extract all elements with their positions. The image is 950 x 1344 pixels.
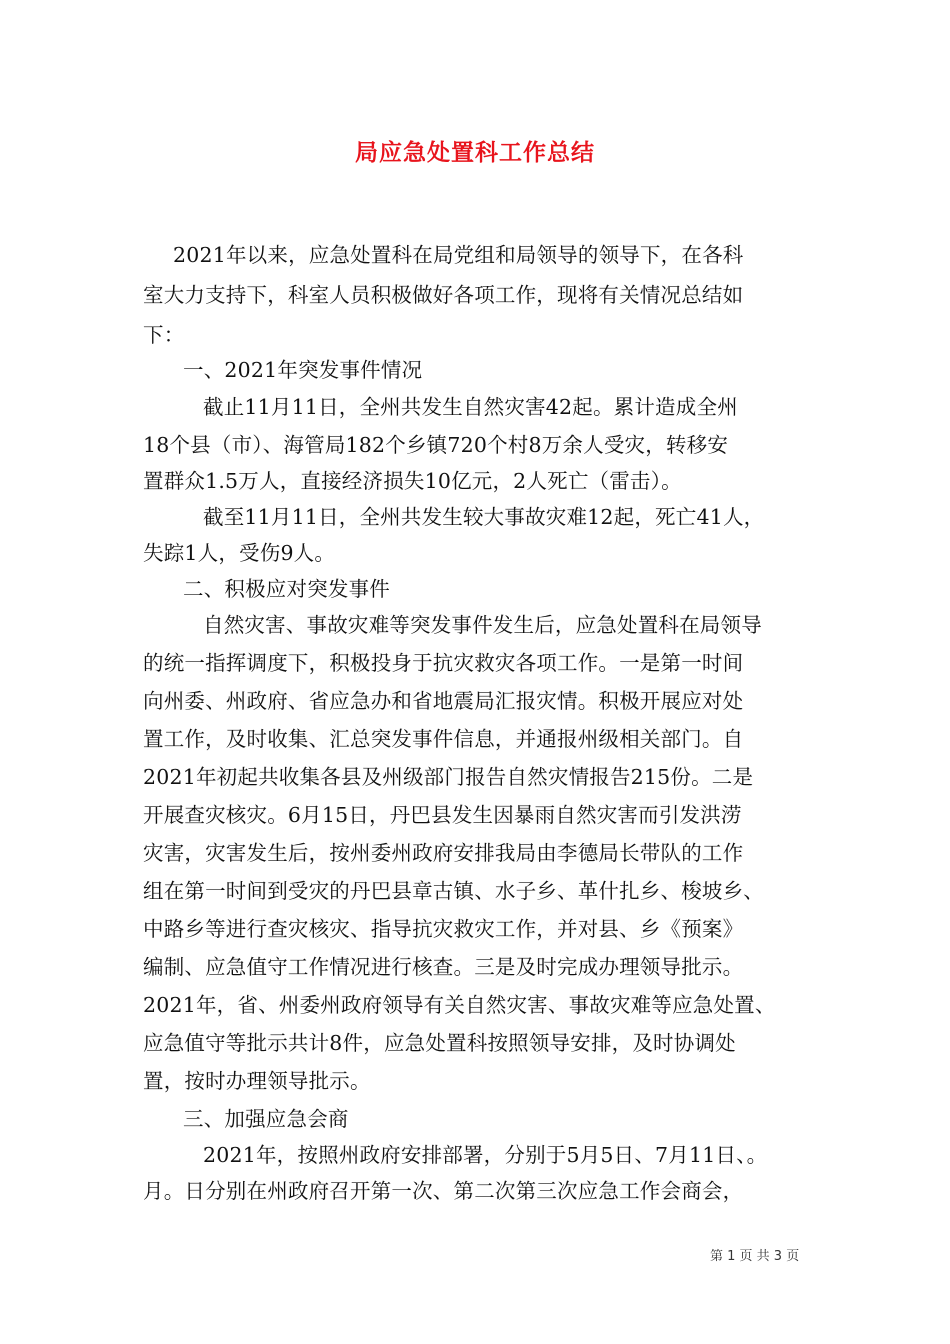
paragraph-line: 应急值守等批示共计8件，应急处置科按照领导安排，及时协调处 bbox=[143, 1031, 736, 1055]
paragraph-line: 2021年，省、州委州政府领导有关自然灾害、事故灾难等应急处置、 bbox=[143, 993, 776, 1017]
paragraph-line: 中路乡等进行查灾核灾、指导抗灾救灾工作，并对县、乡《预案》 bbox=[143, 917, 744, 941]
document-title: 局应急处置科工作总结 bbox=[355, 140, 595, 166]
paragraph-line: 置，按时办理领导批示。 bbox=[143, 1069, 371, 1093]
paragraph-line: 截止11月11日，全州共发生自然灾害42起。累计造成全州 bbox=[203, 395, 738, 419]
paragraph-line: 组在第一时间到受灾的丹巴县章古镇、水子乡、革什扎乡、梭坡乡、 bbox=[143, 879, 764, 903]
paragraph-line: 截至11月11日，全州共发生较大事故灾难12起，死亡41人， bbox=[203, 505, 765, 529]
paragraph-line: 室大力支持下，科室人员积极做好各项工作，现将有关情况总结如 bbox=[143, 283, 744, 307]
paragraph-line: 二、积极应对突发事件 bbox=[183, 577, 390, 601]
paragraph-line: 编制、应急值守工作情况进行核查。三是及时完成办理领导批示。 bbox=[143, 955, 744, 979]
paragraph-line: 的统一指挥调度下，积极投身于抗灾救灾各项工作。一是第一时间 bbox=[143, 651, 744, 675]
paragraph-line: 一、2021年突发事件情况 bbox=[183, 358, 423, 382]
paragraph-line: 自然灾害、事故灾难等突发事件发生后，应急处置科在局领导 bbox=[203, 613, 762, 637]
paragraph-line: 18个县（市）、海管局182个乡镇720个村8万余人受灾，转移安 bbox=[143, 433, 729, 457]
paragraph-line: 2021年，按照州政府安排部署，分别于5月5日、7月11日、。 bbox=[203, 1143, 768, 1167]
paragraph-line: 向州委、州政府、省应急办和省地震局汇报灾情。积极开展应对处 bbox=[143, 689, 744, 713]
paragraph-line: 2021年初起共收集各县及州级部门报告自然灾情报告215份。二是 bbox=[143, 765, 754, 789]
paragraph-line: 2021年以来，应急处置科在局党组和局领导的领导下，在各科 bbox=[173, 243, 744, 267]
paragraph-line: 失踪1人，受伤9人。 bbox=[143, 541, 336, 565]
paragraph-line: 下： bbox=[143, 323, 185, 347]
page-indicator: 第 1 页 共 3 页 bbox=[710, 1249, 800, 1264]
paragraph-line: 三、加强应急会商 bbox=[183, 1107, 349, 1131]
paragraph-line: 开展查灾核灾。6月15日，丹巴县发生因暴雨自然灾害而引发洪涝 bbox=[143, 803, 742, 827]
paragraph-line: 置群众1.5万人，直接经济损失10亿元，2人死亡（雷击）。 bbox=[143, 469, 682, 493]
paragraph-line: 月。日分别在州政府召开第一次、第二次第三次应急工作会商会， bbox=[143, 1179, 744, 1203]
paragraph-line: 灾害，灾害发生后，按州委州政府安排我局由李德局长带队的工作 bbox=[143, 841, 744, 865]
paragraph-line: 置工作，及时收集、汇总突发事件信息，并通报州级相关部门。自 bbox=[143, 727, 744, 751]
